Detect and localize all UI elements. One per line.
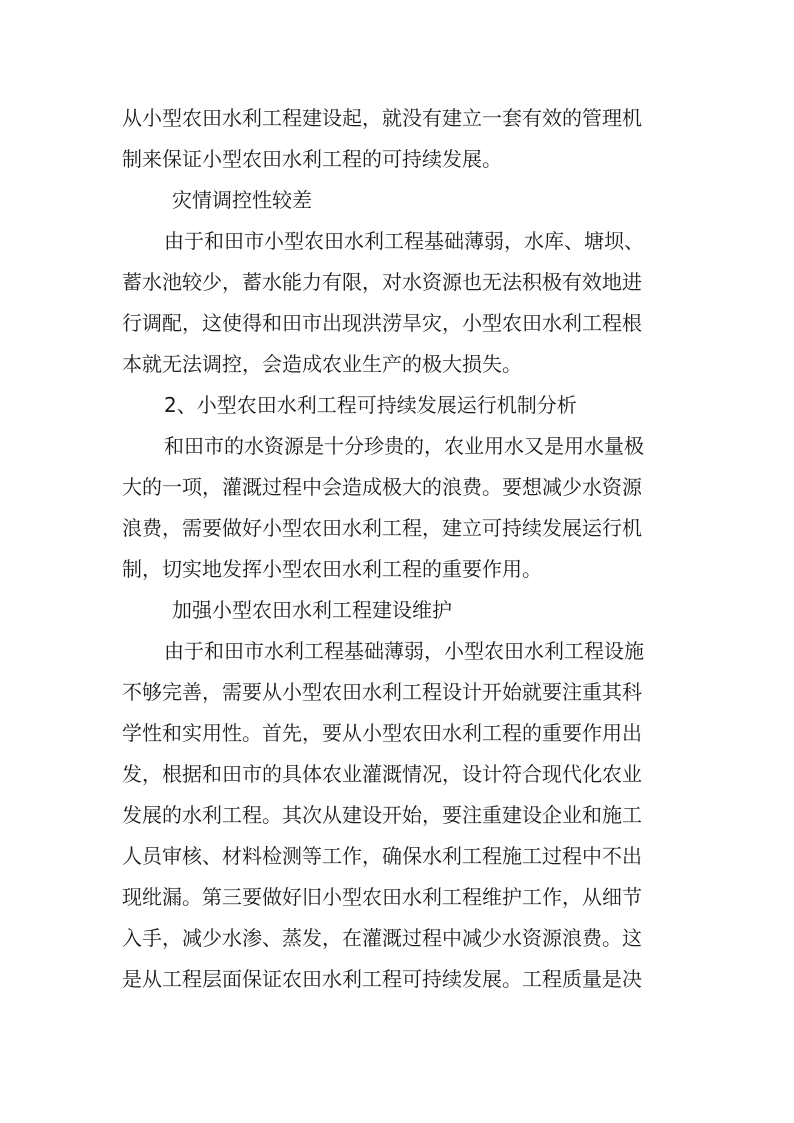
body-text-line: 蓄水池较少，蓄水能力有限，对水资源也无法积极有效地进 bbox=[122, 270, 642, 294]
paragraph-first-line: 由于和田市水利工程基础薄弱，小型农田水利工程设施 bbox=[164, 639, 644, 663]
body-text-line: 制来保证小型农田水利工程的可持续发展。 bbox=[122, 147, 502, 171]
body-text-line: 制，切实地发挥小型农田水利工程的重要作用。 bbox=[122, 557, 542, 581]
body-text-line: 现纰漏。第三要做好旧小型农田水利工程维护工作，从细节 bbox=[122, 885, 642, 909]
body-text-line: 学性和实用性。首先，要从小型农田水利工程的重要作用出 bbox=[122, 721, 642, 745]
paragraph-first-line: 由于和田市小型农田水利工程基础薄弱，水库、塘坝、 bbox=[164, 229, 644, 253]
subheading: 灾情调控性较差 bbox=[172, 188, 312, 212]
paragraph-first-line: 和田市的水资源是十分珍贵的，农业用水又是用水量极 bbox=[164, 434, 644, 458]
body-text-line: 本就无法调控，会造成农业生产的极大损失。 bbox=[122, 352, 522, 376]
section-heading: 2、小型农田水利工程可持续发展运行机制分析 bbox=[164, 393, 577, 417]
body-text-line: 是从工程层面保证农田水利工程可持续发展。工程质量是决 bbox=[122, 967, 642, 991]
body-text-line: 行调配，这使得和田市出现洪涝旱灾，小型农田水利工程根 bbox=[122, 311, 642, 335]
body-text-line: 大的一项，灌溉过程中会造成极大的浪费。要想减少水资源 bbox=[122, 475, 642, 499]
body-text-line: 发，根据和田市的具体农业灌溉情况，设计符合现代化农业 bbox=[122, 762, 642, 786]
body-text-line: 发展的水利工程。其次从建设开始，要注重建设企业和施工 bbox=[122, 803, 642, 827]
body-text-line: 入手，减少水渗、蒸发，在灌溉过程中减少水资源浪费。这 bbox=[122, 926, 642, 950]
body-text-line: 浪费，需要做好小型农田水利工程，建立可持续发展运行机 bbox=[122, 516, 642, 540]
subheading: 加强小型农田水利工程建设维护 bbox=[172, 598, 452, 622]
body-text-line: 从小型农田水利工程建设起，就没有建立一套有效的管理机 bbox=[122, 106, 642, 130]
body-text-line: 不够完善，需要从小型农田水利工程设计开始就要注重其科 bbox=[122, 680, 642, 704]
body-text-line: 人员审核、材料检测等工作，确保水利工程施工过程中不出 bbox=[122, 844, 642, 868]
